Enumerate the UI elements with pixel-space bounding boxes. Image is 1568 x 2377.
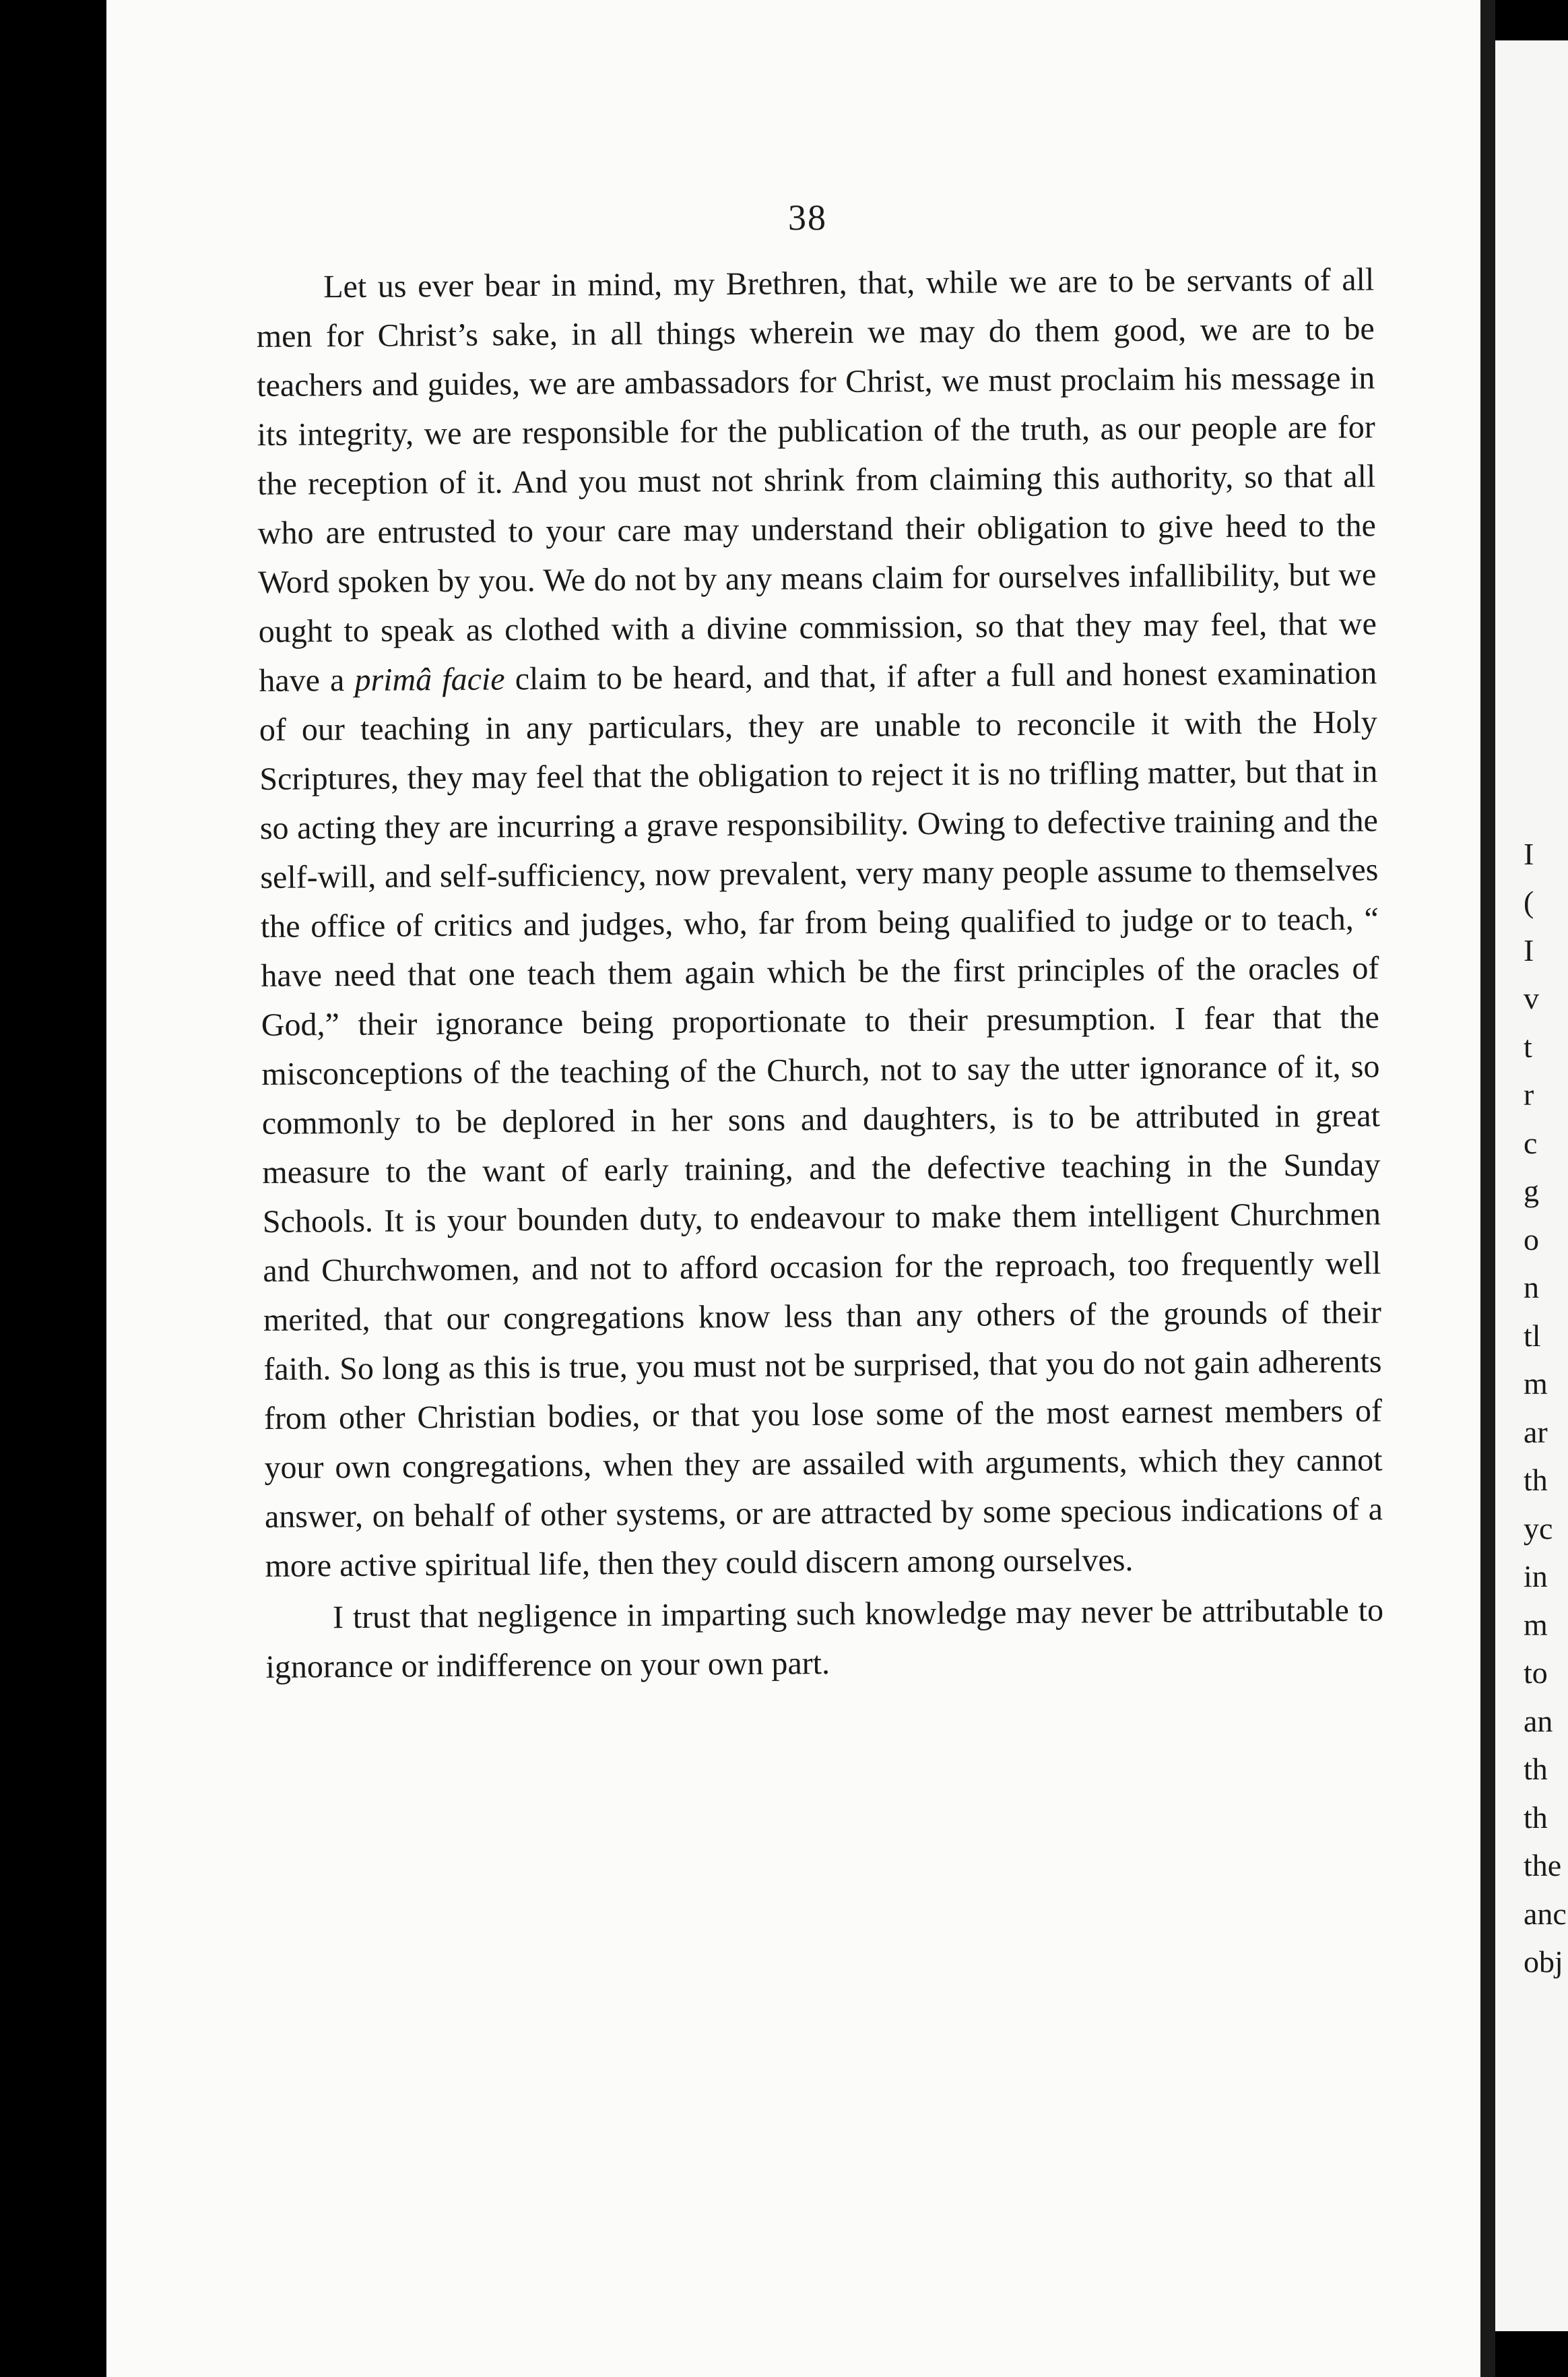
fragment: I (1524, 836, 1534, 871)
fragment: ( (1524, 885, 1534, 919)
fragment: an (1524, 1703, 1553, 1738)
fragment: g (1524, 1174, 1539, 1208)
fragment (1524, 782, 1568, 830)
fragment: c (1524, 1125, 1538, 1160)
fragment: in (1524, 1559, 1548, 1593)
fragment: t (1524, 1029, 1532, 1064)
paragraph-1-part-2: claim to be heard, and that, if after a full and honest examination of our teaching in any particulars, they are unable to reconcile it with the Holy Scriptures, they may feel that the obligation to reject it is no trifling matter, but that in so acting they are incurring a grave responsibility. Owing to defective training and the self-will, and self-sufficiency, now prevalent, very many people assume to themselves the office of critics and judges, who, far from being qualified to judge or to teach, “ have need that one teach them again which be the first principles of the oracles of God,” their ignorance being proportionate to their presumption. I fear that the misconceptions of the teaching of the Church, not to say the utter ignorance of it, so commonly to be deplored in her sons and daughters, is to be attributed in great measure to the want of early training, and the defective teaching in the Sunday Schools. It is your bounden duty, to endeavour to make them intelligent Churchmen and Churchwomen, and not to afford occasion for the reproach, too frequently well merited, that our congregations know less than any others of the grounds of their faith. So long as this is true, you must not be surprised, that you do not gain adherents from other Christian bodies, or that you lose some of the most earnest members of your own congregations, when they are assailed with arguments, which they cannot answer, on behalf of other systems, or are attracted by some specious indications of a more active spiritual life, then they could discern among ourselves. (259, 655, 1383, 1584)
fragment: yc (1524, 1511, 1553, 1546)
fragment: anc (1524, 1896, 1567, 1931)
fragment: to (1524, 1655, 1548, 1690)
fragment: tl (1524, 1318, 1541, 1353)
fragment: I (1524, 932, 1534, 968)
paragraph-1 (256, 255, 1383, 1591)
facing-page-fragments (1524, 782, 1568, 1986)
italic-phrase: primâ facie (354, 661, 505, 698)
fragment: r (1524, 1077, 1534, 1112)
page-number: 38 (788, 197, 827, 238)
fragment: obj (1524, 1944, 1563, 1979)
body-text (256, 255, 1384, 1694)
fragment: ar (1524, 1414, 1548, 1449)
fragment: th (1524, 1800, 1548, 1835)
fragment: v (1524, 981, 1539, 1015)
fragment: m (1524, 1366, 1548, 1401)
fragment: th (1524, 1463, 1548, 1497)
fragment: th (1524, 1752, 1548, 1786)
fragment: the (1524, 1848, 1562, 1882)
paragraph-1-part-1: Let us ever bear in mind, my Brethren, that, while we are to be servants of all men for Christ’s sake, in all things wherein we may do them good, we are to be teachers and guides, we are ambassadors for Christ, we must proclaim his message in its integrity, we are responsible for the publication of the truth, as our people are for the reception of it. And you must not shrink from claiming this authority, so that all who are entrusted to your care may understand their obligation to give heed to the Word spoken by you. We do not by any means claim for ourselves infallibility, but we ought to speak as clothed with a divine commission, so that they may feel, that we have a (256, 261, 1377, 699)
fragment: o (1524, 1222, 1539, 1257)
page-gutter (1480, 0, 1495, 2377)
fragment: n (1524, 1270, 1539, 1304)
fragment: m (1524, 1607, 1548, 1642)
paragraph-2: I trust that negligence in imparting such knowledge may never be attributable to ignorance or indifference on your own part. (265, 1592, 1384, 1685)
